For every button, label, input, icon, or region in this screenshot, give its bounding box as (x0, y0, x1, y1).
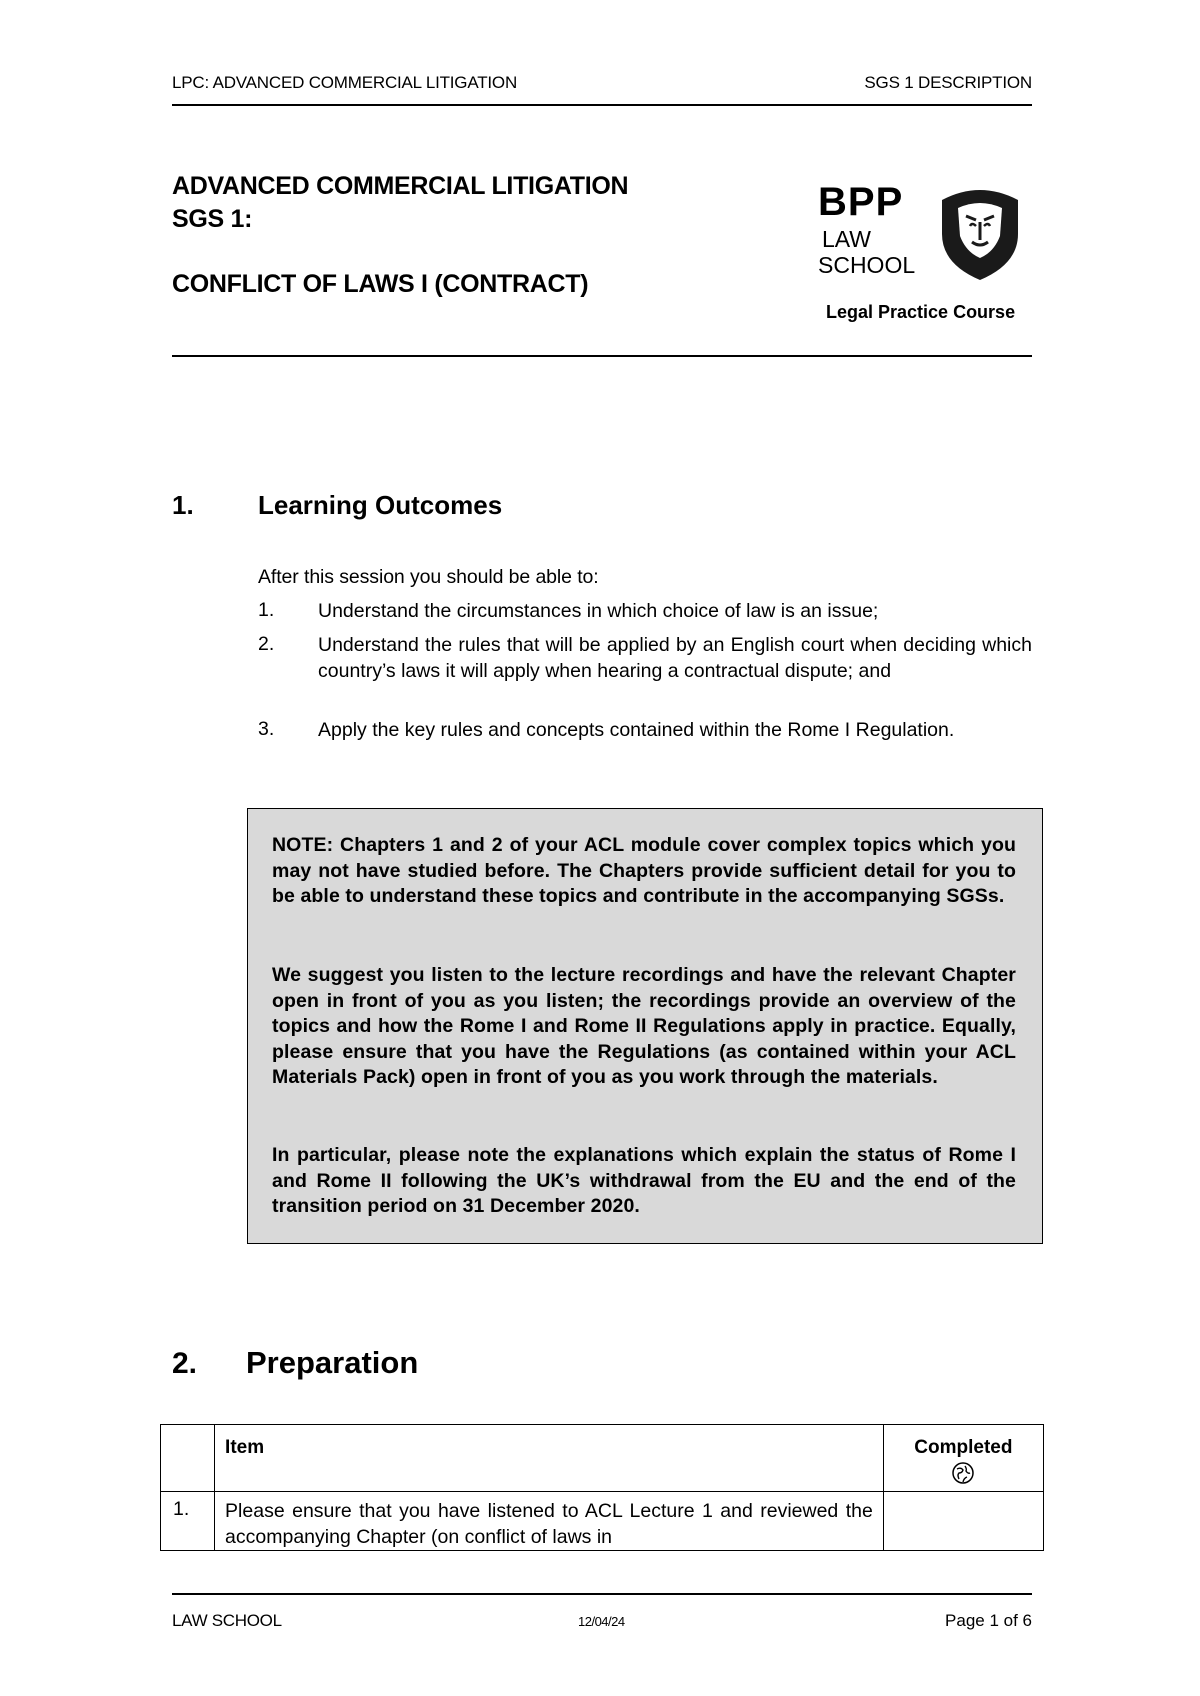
row-item-cell (215, 1492, 884, 1551)
learning-outcomes-intro: After this session you should be able to: (258, 566, 599, 588)
note-paragraph-2: We suggest you listen to the lecture recordings and have the relevant Chapter open in front of you as you listen; the recordings provide an overview of the topics and how the Rome I and Rome II Regulations apply in practice. Equally, please ensure that you have the Regulations (as contained within your ACL Materials Pack) open in front of you as you work through the materials. (272, 964, 1016, 1088)
document-title-line1: ADVANCED COMMERCIAL LITIGATION (172, 172, 629, 200)
section1-number: 1. (172, 490, 194, 520)
logo-school-text: SCHOOL (818, 252, 916, 278)
row-number: 1. (173, 1498, 190, 1520)
header-item-cell (215, 1425, 884, 1492)
section2-title: Preparation (246, 1345, 419, 1380)
row-item-text: Please ensure that you have listened to ACL Lecture 1 and reviewed the accompanying Chapter (on conflict of laws in (225, 1500, 873, 1548)
document-title-line3: CONFLICT OF LAWS I (CONTRACT) (172, 270, 589, 298)
note-paragraph-1: NOTE: Chapters 1 and 2 of your ACL module cover complex topics which you may not have studied before. The Chapters provide sufficient detail for you to be able to understand these topics and contribute in the accompanying SGSs. (272, 834, 1016, 907)
logo-law-text: LAW (822, 226, 871, 252)
outcome-2-number: 2. (258, 633, 275, 655)
section1-title: Learning Outcomes (258, 490, 503, 520)
header-number-cell (161, 1425, 215, 1492)
table-row (161, 1492, 1044, 1551)
legal-practice-course-label: Legal Practice Course (826, 302, 1016, 322)
note-box (247, 808, 1043, 1244)
note-paragraph-3: In particular, please note the explanations which explain the status of Rome I and Rome II following the UK’s withdrawal from the EU and the end of the transition period on 31 December 2020. (272, 1144, 1016, 1217)
header-completed-cell (883, 1425, 1043, 1492)
header-course-title: LPC: ADVANCED COMMERCIAL LITIGATION (172, 73, 518, 92)
header-completed-label: Completed (914, 1437, 1013, 1458)
footer-date: 12/04/24 (578, 1614, 625, 1629)
header-completed-wrap (884, 1425, 1043, 1491)
header-item-label: Item (225, 1437, 265, 1458)
row-completed-cell[interactable] (883, 1492, 1043, 1551)
header-rule (172, 104, 1032, 106)
globe-icon (951, 1461, 975, 1485)
footer-school: LAW SCHOOL (172, 1611, 282, 1630)
footer-rule (172, 1593, 1032, 1595)
outcome-1-text: Understand the circumstances in which choice of law is an issue; (318, 600, 879, 622)
footer-page-number: Page 1 of 6 (945, 1611, 1032, 1630)
lion-shield-icon (936, 182, 1024, 282)
preparation-table (160, 1424, 1044, 1551)
document-title-line2: SGS 1: (172, 205, 253, 233)
preparation-table-header-row (161, 1425, 1044, 1492)
outcome-2-text: Understand the rules that will be applied by an English court when deciding which country’s laws it will apply when hearing a contractual dispute; and (318, 634, 1032, 682)
header-document-type: SGS 1 DESCRIPTION (864, 73, 1032, 92)
logo-bpp-text: BPP (818, 180, 904, 224)
outcome-3-text: Apply the key rules and concepts contained within the Rome I Regulation. (318, 719, 955, 741)
title-rule (172, 355, 1032, 357)
outcome-1-number: 1. (258, 599, 275, 621)
outcome-3-number: 3. (258, 718, 275, 740)
row-number-cell (161, 1492, 215, 1551)
section2-number: 2. (172, 1347, 198, 1380)
bpp-logo (818, 180, 1018, 290)
